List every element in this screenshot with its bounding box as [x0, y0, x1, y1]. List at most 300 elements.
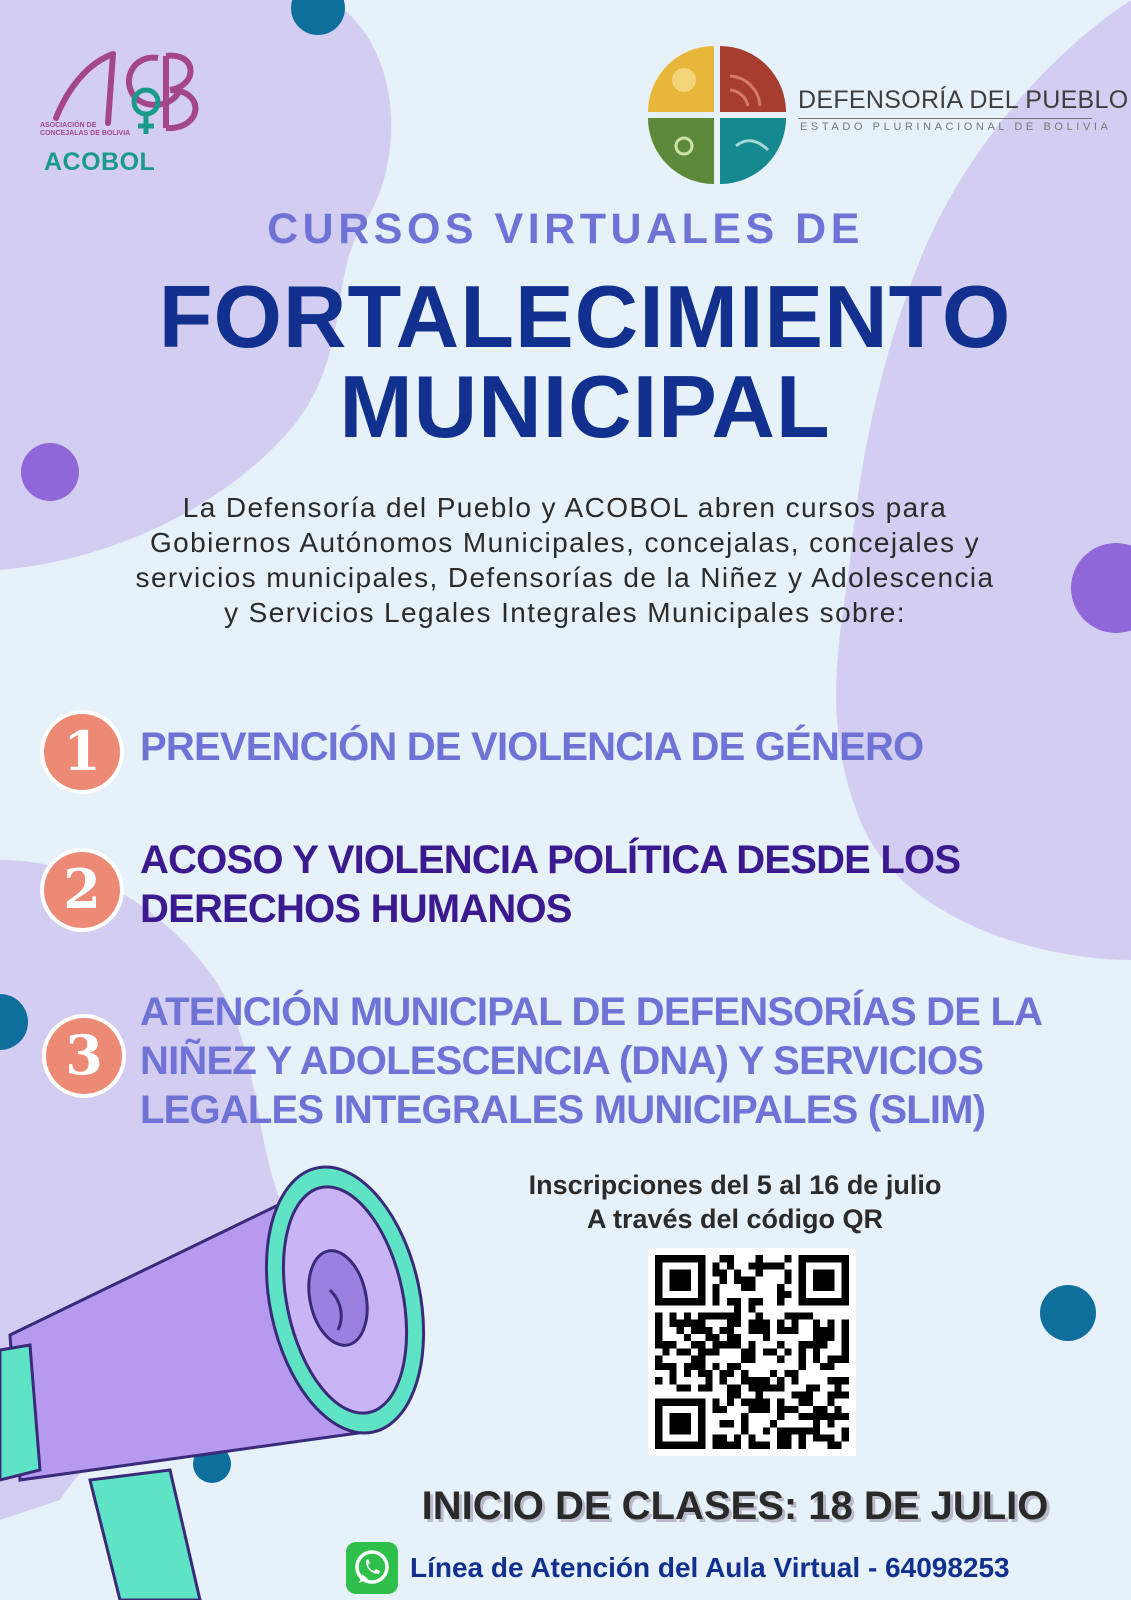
qr-module	[655, 1327, 662, 1334]
qr-module	[691, 1255, 698, 1262]
qr-module	[713, 1406, 720, 1413]
qr-module	[655, 1313, 662, 1320]
qr-module	[720, 1277, 727, 1284]
qr-module	[813, 1334, 820, 1341]
defensoria-divider	[798, 118, 1092, 119]
qr-module	[813, 1298, 820, 1305]
course-title-line1: FORTALECIMIENTO	[158, 267, 1012, 366]
qr-module	[684, 1384, 691, 1391]
qr-module	[834, 1384, 841, 1391]
qr-module	[662, 1363, 669, 1370]
qr-module	[777, 1434, 784, 1441]
qr-module	[770, 1420, 777, 1427]
qr-module	[684, 1334, 691, 1341]
qr-module	[748, 1341, 755, 1348]
qr-module	[655, 1377, 662, 1384]
qr-module	[670, 1284, 677, 1291]
qr-module	[813, 1255, 820, 1262]
qr-module	[820, 1277, 827, 1284]
qr-module	[813, 1356, 820, 1363]
qr-module	[655, 1420, 662, 1427]
qr-module	[705, 1384, 712, 1391]
qr-module	[777, 1291, 784, 1298]
qr-module	[655, 1356, 662, 1363]
qr-module	[748, 1348, 755, 1355]
qr-module	[827, 1434, 834, 1441]
course-title-line2: MUNICIPAL	[339, 357, 831, 456]
qr-module	[655, 1320, 662, 1327]
qr-module	[655, 1406, 662, 1413]
qr-module	[791, 1320, 798, 1327]
topic-2-number: 2	[63, 857, 101, 921]
qr-module	[720, 1255, 727, 1262]
qr-module	[698, 1327, 705, 1334]
qr-module	[834, 1391, 841, 1398]
qr-module	[705, 1348, 712, 1355]
qr-module	[705, 1313, 712, 1320]
qr-module	[691, 1356, 698, 1363]
qr-module	[799, 1427, 806, 1434]
qr-module	[820, 1363, 827, 1370]
qr-module	[734, 1270, 741, 1277]
qr-module	[684, 1427, 691, 1434]
qr-module	[763, 1399, 770, 1406]
qr-module	[655, 1298, 662, 1305]
qr-code-image	[648, 1248, 856, 1456]
intro-line: servicios municipales, Defensorías de la Niñez y Adolescencia	[135, 562, 995, 593]
qr-module	[720, 1341, 727, 1348]
qr-module	[827, 1284, 834, 1291]
qr-module	[756, 1391, 763, 1398]
qr-module	[698, 1270, 705, 1277]
qr-module	[791, 1391, 798, 1398]
qr-module	[691, 1363, 698, 1370]
qr-module	[670, 1420, 677, 1427]
qr-module	[777, 1427, 784, 1434]
qr-module	[727, 1327, 734, 1334]
qr-module	[741, 1370, 748, 1377]
qr-module	[799, 1291, 806, 1298]
qr-module	[834, 1406, 841, 1413]
qr-module	[827, 1399, 834, 1406]
qr-code[interactable]	[648, 1248, 856, 1456]
qr-module	[677, 1442, 684, 1449]
qr-module	[734, 1341, 741, 1348]
whatsapp-icon	[346, 1542, 398, 1594]
qr-module	[842, 1377, 849, 1384]
qr-module	[799, 1399, 806, 1406]
qr-module	[834, 1442, 841, 1449]
qr-module	[655, 1291, 662, 1298]
qr-module	[791, 1377, 798, 1384]
qr-module	[806, 1255, 813, 1262]
qr-module	[763, 1334, 770, 1341]
qr-module	[777, 1341, 784, 1348]
qr-module	[820, 1341, 827, 1348]
qr-module	[727, 1334, 734, 1341]
qr-module	[842, 1427, 849, 1434]
qr-module	[756, 1377, 763, 1384]
qr-module	[748, 1327, 755, 1334]
qr-module	[741, 1420, 748, 1427]
qr-module	[684, 1255, 691, 1262]
qr-module	[820, 1334, 827, 1341]
qr-module	[784, 1427, 791, 1434]
qr-module	[842, 1391, 849, 1398]
qr-module	[834, 1255, 841, 1262]
qr-module	[777, 1413, 784, 1420]
topic-1-badge	[38, 708, 126, 796]
qr-module	[784, 1291, 791, 1298]
qr-module	[763, 1442, 770, 1449]
qr-module	[756, 1270, 763, 1277]
qr-module	[770, 1370, 777, 1377]
qr-module	[655, 1284, 662, 1291]
qr-module	[691, 1298, 698, 1305]
topic-2-text: ACOSO Y VIOLENCIA POLÍTICA DESDE LOS DERECHOS HUMANOS	[140, 838, 961, 931]
qr-module	[734, 1313, 741, 1320]
topic-1-text: PREVENCIÓN DE VIOLENCIA DE GÉNERO	[140, 725, 924, 769]
qr-module	[806, 1413, 813, 1420]
qr-module	[799, 1356, 806, 1363]
qr-module	[806, 1341, 813, 1348]
intro-line: y Servicios Legales Integrales Municipales sobre:	[224, 597, 906, 628]
qr-module	[741, 1427, 748, 1434]
qr-module	[713, 1262, 720, 1269]
qr-module	[741, 1356, 748, 1363]
qr-module	[820, 1327, 827, 1334]
qr-module	[813, 1320, 820, 1327]
qr-module	[748, 1399, 755, 1406]
virtual-classroom-hotline[interactable]: Línea de Atención del Aula Virtual - 64098253	[410, 1552, 1010, 1583]
qr-module	[734, 1384, 741, 1391]
qr-module	[720, 1270, 727, 1277]
qr-module	[777, 1262, 784, 1269]
qr-module	[741, 1348, 748, 1355]
qr-module	[705, 1327, 712, 1334]
qr-module	[684, 1363, 691, 1370]
acobol-subtitle: ASOCIACIÓN DE CONCEJALAS DE BOLIVIA	[40, 122, 131, 137]
qr-module	[670, 1399, 677, 1406]
qr-module	[727, 1363, 734, 1370]
qr-module	[684, 1420, 691, 1427]
qr-module	[677, 1399, 684, 1406]
course-kicker: CURSOS VIRTUALES DE	[267, 205, 864, 253]
qr-module	[763, 1348, 770, 1355]
qr-module	[791, 1427, 798, 1434]
qr-module	[727, 1442, 734, 1449]
qr-module	[763, 1377, 770, 1384]
defensoria-subtitle: ESTADO PLURINACIONAL DE BOLIVIA	[800, 121, 1112, 133]
qr-module	[713, 1434, 720, 1441]
qr-module	[670, 1427, 677, 1434]
qr-module	[799, 1391, 806, 1398]
qr-module	[784, 1270, 791, 1277]
qr-module	[698, 1277, 705, 1284]
qr-module	[820, 1434, 827, 1441]
qr-module	[677, 1298, 684, 1305]
qr-module	[756, 1384, 763, 1391]
registration-method: A través del código QR	[586, 1204, 884, 1234]
qr-module	[784, 1348, 791, 1355]
qr-module	[748, 1434, 755, 1441]
qr-module	[734, 1305, 741, 1312]
qr-module	[777, 1377, 784, 1384]
qr-module	[827, 1298, 834, 1305]
qr-module	[662, 1399, 669, 1406]
qr-module	[842, 1320, 849, 1327]
qr-module	[684, 1442, 691, 1449]
qr-module	[698, 1406, 705, 1413]
qr-module	[799, 1284, 806, 1291]
qr-module	[734, 1334, 741, 1341]
qr-module	[691, 1327, 698, 1334]
qr-module	[655, 1334, 662, 1341]
qr-module	[806, 1391, 813, 1398]
qr-module	[698, 1370, 705, 1377]
qr-module	[720, 1313, 727, 1320]
registration-info	[470, 1168, 1000, 1236]
qr-module	[748, 1277, 755, 1284]
qr-module	[677, 1320, 684, 1327]
qr-module	[655, 1413, 662, 1420]
qr-module	[734, 1277, 741, 1284]
qr-module	[763, 1384, 770, 1391]
qr-module	[727, 1384, 734, 1391]
qr-module	[720, 1370, 727, 1377]
qr-module	[834, 1377, 841, 1384]
qr-module	[827, 1356, 834, 1363]
qr-module	[698, 1442, 705, 1449]
qr-module	[684, 1399, 691, 1406]
qr-module	[713, 1313, 720, 1320]
qr-module	[799, 1262, 806, 1269]
right-blob	[836, 0, 1131, 960]
qr-module	[777, 1442, 784, 1449]
qr-module	[662, 1348, 669, 1355]
qr-module	[799, 1341, 806, 1348]
qr-module	[820, 1298, 827, 1305]
qr-module	[827, 1420, 834, 1427]
qr-module	[799, 1270, 806, 1277]
qr-module	[655, 1262, 662, 1269]
qr-module	[827, 1377, 834, 1384]
qr-module	[670, 1320, 677, 1327]
qr-module	[834, 1356, 841, 1363]
intro-line: La Defensoría del Pueblo y ACOBOL abren cursos para	[182, 492, 948, 523]
qr-module	[813, 1427, 820, 1434]
qr-module	[698, 1341, 705, 1348]
qr-module	[827, 1413, 834, 1420]
qr-module	[677, 1277, 684, 1284]
qr-module	[763, 1427, 770, 1434]
qr-module	[777, 1327, 784, 1334]
topic-2-badge	[38, 846, 126, 934]
qr-module	[813, 1341, 820, 1348]
qr-module	[827, 1270, 834, 1277]
qr-module	[655, 1427, 662, 1434]
qr-module	[698, 1298, 705, 1305]
defensoria-emblem	[648, 46, 786, 184]
qr-module	[799, 1277, 806, 1284]
teal-dot-right	[1040, 1285, 1096, 1341]
qr-module	[748, 1262, 755, 1269]
qr-module	[677, 1255, 684, 1262]
qr-module	[784, 1370, 791, 1377]
qr-module	[670, 1313, 677, 1320]
qr-module	[713, 1442, 720, 1449]
qr-module	[820, 1270, 827, 1277]
qr-module	[662, 1298, 669, 1305]
registration-dates: Inscripciones del 5 al 16 de julio	[528, 1170, 942, 1200]
qr-module	[698, 1320, 705, 1327]
qr-module	[662, 1341, 669, 1348]
qr-module	[806, 1427, 813, 1434]
qr-module	[799, 1348, 806, 1355]
qr-module	[806, 1298, 813, 1305]
qr-module	[713, 1334, 720, 1341]
qr-module	[777, 1284, 784, 1291]
qr-module	[756, 1313, 763, 1320]
qr-module	[784, 1313, 791, 1320]
qr-module	[842, 1348, 849, 1355]
qr-module	[756, 1406, 763, 1413]
qr-module	[677, 1384, 684, 1391]
qr-module	[691, 1320, 698, 1327]
qr-module	[727, 1255, 734, 1262]
qr-module	[770, 1348, 777, 1355]
qr-module	[748, 1298, 755, 1305]
qr-module	[713, 1348, 720, 1355]
qr-module	[720, 1406, 727, 1413]
qr-module	[713, 1270, 720, 1277]
qr-module	[756, 1399, 763, 1406]
qr-module	[713, 1284, 720, 1291]
qr-module	[741, 1284, 748, 1291]
qr-module	[670, 1363, 677, 1370]
intro-paragraph	[70, 490, 1060, 630]
qr-module	[691, 1341, 698, 1348]
qr-module	[748, 1406, 755, 1413]
qr-module	[813, 1270, 820, 1277]
qr-module	[670, 1370, 677, 1377]
qr-module	[741, 1413, 748, 1420]
qr-module	[698, 1413, 705, 1420]
qr-module	[777, 1399, 784, 1406]
qr-module	[820, 1284, 827, 1291]
qr-module	[698, 1313, 705, 1320]
qr-module	[813, 1384, 820, 1391]
qr-module	[720, 1434, 727, 1441]
qr-module	[756, 1262, 763, 1269]
qr-module	[741, 1399, 748, 1406]
qr-module	[842, 1334, 849, 1341]
qr-module	[763, 1327, 770, 1334]
qr-module	[842, 1277, 849, 1284]
qr-module	[777, 1406, 784, 1413]
qr-module	[748, 1377, 755, 1384]
qr-module	[734, 1320, 741, 1327]
qr-module	[698, 1363, 705, 1370]
qr-module	[684, 1277, 691, 1284]
qr-module	[698, 1420, 705, 1427]
qr-module	[827, 1255, 834, 1262]
qr-module	[727, 1420, 734, 1427]
qr-module	[655, 1255, 662, 1262]
qr-module	[756, 1255, 763, 1262]
qr-module	[698, 1284, 705, 1291]
qr-module	[677, 1427, 684, 1434]
qr-module	[741, 1377, 748, 1384]
qr-module	[799, 1413, 806, 1420]
qr-module	[784, 1277, 791, 1284]
qr-module	[655, 1363, 662, 1370]
qr-module	[756, 1320, 763, 1327]
qr-module	[813, 1348, 820, 1355]
qr-module	[827, 1327, 834, 1334]
qr-module	[713, 1291, 720, 1298]
qr-module	[813, 1406, 820, 1413]
qr-module	[799, 1313, 806, 1320]
qr-module	[748, 1320, 755, 1327]
qr-module	[813, 1434, 820, 1441]
qr-module	[813, 1327, 820, 1334]
qr-module	[827, 1391, 834, 1398]
topic-3-badge	[40, 1012, 128, 1100]
qr-module	[727, 1370, 734, 1377]
qr-module	[813, 1277, 820, 1284]
qr-module	[691, 1399, 698, 1406]
qr-module	[720, 1420, 727, 1427]
qr-module	[677, 1348, 684, 1355]
qr-module	[827, 1363, 834, 1370]
topic-3-text: ATENCIÓN MUNICIPAL DE DEFENSORÍAS DE LA NIÑEZ Y ADOLESCENCIA (DNA) Y SERVICIOS LEGALES INTEGRALES MUNICIPALES (SLIM)	[140, 990, 1041, 1132]
qr-module	[770, 1384, 777, 1391]
qr-module	[670, 1255, 677, 1262]
qr-module	[756, 1298, 763, 1305]
qr-module	[713, 1363, 720, 1370]
qr-module	[698, 1427, 705, 1434]
qr-module	[720, 1377, 727, 1384]
qr-module	[748, 1305, 755, 1312]
qr-module	[827, 1442, 834, 1449]
topic-3-number: 3	[65, 1023, 103, 1087]
megaphone-icon	[0, 1150, 450, 1600]
qr-module	[677, 1327, 684, 1334]
qr-module	[655, 1277, 662, 1284]
qr-module	[813, 1284, 820, 1291]
qr-module	[727, 1313, 734, 1320]
qr-module	[834, 1413, 841, 1420]
qr-module	[842, 1356, 849, 1363]
qr-module	[727, 1341, 734, 1348]
qr-module	[727, 1391, 734, 1398]
qr-module	[662, 1442, 669, 1449]
qr-module	[698, 1291, 705, 1298]
qr-module	[777, 1298, 784, 1305]
qr-module	[777, 1320, 784, 1327]
qr-module	[827, 1277, 834, 1284]
topic-1-number: 1	[63, 719, 101, 783]
qr-module	[842, 1298, 849, 1305]
qr-module	[727, 1320, 734, 1327]
qr-module	[705, 1377, 712, 1384]
qr-module	[842, 1341, 849, 1348]
qr-module	[713, 1399, 720, 1406]
qr-module	[784, 1327, 791, 1334]
qr-module	[734, 1442, 741, 1449]
qr-module	[684, 1413, 691, 1420]
